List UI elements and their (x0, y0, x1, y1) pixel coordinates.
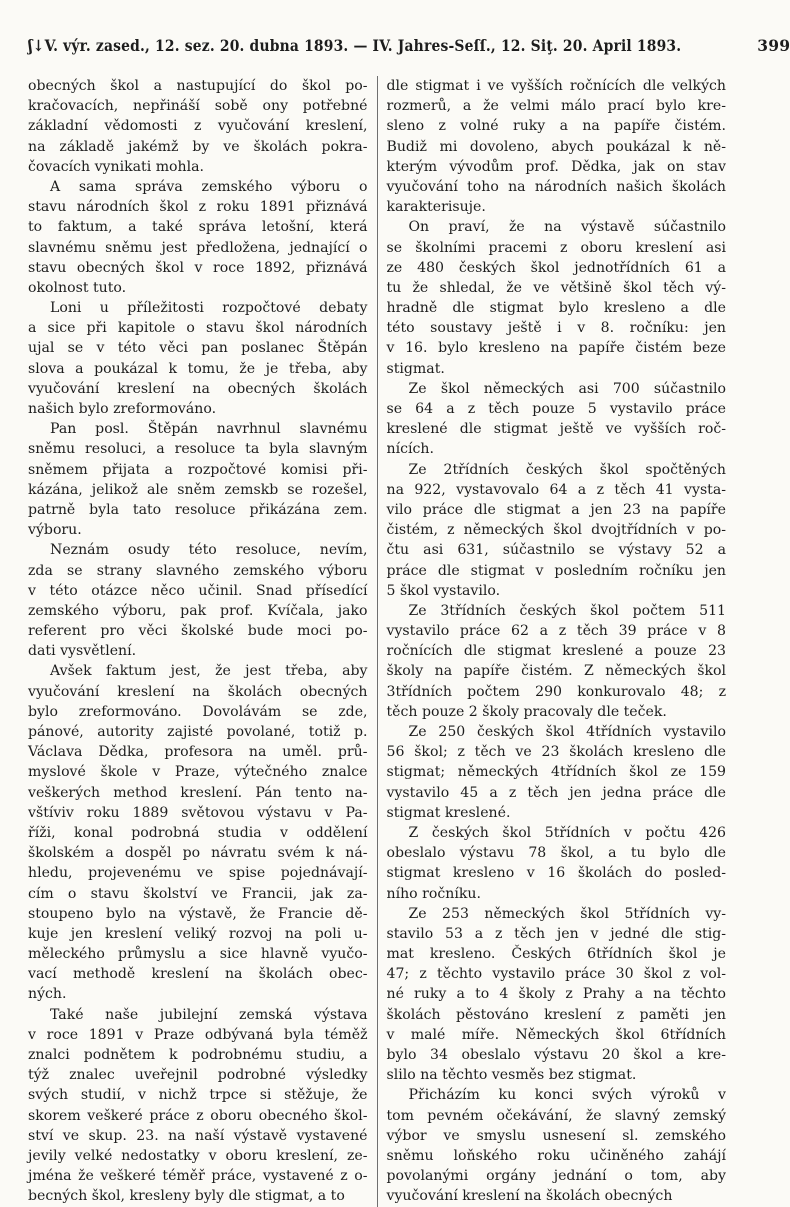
text-line: kračovacích, nepřináší sobě ony potřebné (28, 98, 368, 115)
text-line: obeslalo výstavu 78 škol, a tu bylo dle (386, 845, 727, 862)
text-line: slova a poukázal k tomu, že je třeba, aby (28, 360, 368, 377)
text-line: kuje jen kreslení veliký rozvoj na poli u- (28, 925, 368, 942)
text-line: okolnost tuto. (28, 279, 127, 296)
text-line: říži, konal podrobná studia v oddělení (28, 824, 368, 841)
text-line: 56 škol; z těch ve 23 školách kresleno dle (386, 744, 727, 761)
text-line: jevily velké nedostatky v oboru kreslení, ze- (28, 1147, 368, 1164)
text-line: Také naše jubilejní zemská výstava (50, 1006, 368, 1023)
text-line: Avšek faktum jest, že jest třeba, aby (50, 663, 368, 680)
text-line: na základě jakémž by ve školách pokra- (28, 138, 368, 155)
text-line: Ze 253 německých škol 5třídních vy- (408, 905, 727, 922)
page-number: 399 (757, 36, 790, 55)
text-line: čtu asi 631, súčastnilo se výstavy 52 a (386, 542, 727, 559)
text-line: 3třídních počtem 290 konkurovalo 48; z (386, 683, 727, 700)
text-line: hradně dle stigmat bylo kresleno a dle (386, 300, 727, 317)
text-line: svých studií, v nichž trpce si stěžuje, že (28, 1087, 368, 1104)
text-line: této soustavy ještě i v 8. ročníku: jen (386, 320, 727, 337)
two-column-body (28, 76, 726, 1207)
text-line: mat kresleno. Českých 6třídních škol je (386, 946, 727, 963)
right-column (378, 76, 727, 1207)
text-line: sněmem přijata a rozpočtové komisi při- (28, 461, 368, 478)
text-line: referent pro věci školské bude moci po- (28, 623, 368, 640)
text-line: vystavilo 45 a z těch jen jedna práce dle (386, 784, 727, 801)
text-line: dle stigmat i ve vyšších ročnících dle velkých (386, 78, 727, 94)
text-line: nících. (386, 441, 434, 458)
text-line: stavu národních škol z roku 1891 přiznává (28, 199, 368, 216)
text-line: ných. (28, 986, 67, 1003)
text-line: Neznám osudy této resoluce, nevím, (50, 542, 368, 559)
text-line: práce dle stigmat v posledním ročníku jen (386, 562, 727, 579)
text-line: školském a dospěl po návratu svém k ná- (28, 845, 368, 862)
text-line: vyučování kreslení na školách obecných (28, 683, 368, 700)
text-line: ního ročníku. (386, 885, 481, 902)
text-line: bylo 34 obeslalo výstavu 20 škol a kre- (386, 1047, 727, 1063)
text-line: povolanými orgány jednání o tom, aby (386, 1168, 727, 1185)
text-line: patrně byla tato resoluce přikázána zem. (28, 501, 368, 518)
text-line: kterým vývodům prof. Dědka, jak on stav (386, 158, 727, 175)
text-line: znalci podnětem k podrobnému studiu, a (28, 1047, 368, 1063)
text-line: né ruky a to 4 školy z Prahy a na těchto (386, 986, 727, 1003)
text-line: to faktum, a také správa letošní, která (28, 219, 368, 236)
text-line: dati vysvětlení. (28, 643, 137, 660)
text-line: kázána, jelikož ale sněm zemskb se rozešel, (28, 481, 368, 498)
text-line: tu že shledal, že ve většině škol těch vý- (386, 279, 727, 296)
text-line: Ze 250 českých škol 4třídních vystavilo (408, 724, 727, 740)
text-line: veškerých method kreslení. Pán tento na- (28, 784, 368, 801)
text-line: vyučování toho na národních našich školách (386, 178, 727, 195)
text-line: zda se strany slavného zemského výboru (28, 562, 368, 579)
text-line: základní vědomosti z vyučování kreslení, (28, 118, 368, 135)
text-line: Ze škol německých asi 700 súčastnilo (408, 380, 727, 397)
text-line: Václava Dědka, profesora na uměl. prů- (28, 744, 368, 761)
text-line: na 922, vystavovalo 64 a z těch 41 vysta- (386, 481, 727, 498)
text-line: tom pevném očekávání, že slavný zemský (386, 1107, 727, 1124)
text-line: On praví, že na výstavě súčastnilo (408, 219, 727, 236)
text-line: stigmat. (386, 360, 445, 377)
text-line: 5 škol vystavilo. (386, 582, 501, 599)
text-line: ujal se v této věci pan poslanec Štěpán (28, 340, 368, 357)
text-line: hledu, projevenému ve spise pojednávají- (28, 865, 368, 882)
text-line: sněmu loňského roku učiněného zahájí (386, 1147, 727, 1164)
text-line: a sice při kapitole o stavu škol národních (28, 320, 368, 337)
text-line: zemského výboru, pak prof. Kvíčala, jako (28, 602, 368, 619)
text-line: se 64 a z těch pouze 5 vystavilo práce (386, 401, 727, 417)
text-line: Budiž mi dovoleno, abych poukázal k ně- (386, 138, 727, 155)
text-line: karakterisuje. (386, 199, 486, 216)
text-line: Ze 2třídních českých škol spočtěných (408, 461, 727, 478)
text-line: becných škol, kresleny byly dle stigmat, a to (28, 1188, 345, 1205)
text-line: vilo práce dle stigmat a jen 23 na papíře (386, 501, 727, 518)
text-line: kreslené dle stigmat ještě ve vyšších roč- (386, 421, 727, 438)
text-line: stigmat kresleno v 16 školách do posled- (386, 865, 727, 882)
text-line: Z českých škol 5třídních v počtu 426 (408, 824, 727, 841)
text-line: školy na papíře čistém. Z německých škol (386, 663, 727, 680)
header-text: ʃ↓V. výr. zased., 12. sez. 20. dubna 1893. — IV. Jahres-Seſſ., 12. Siţ. 20. April 1893. (28, 36, 682, 55)
text-line: stavu obecných škol v roce 1892, přiznává (28, 259, 368, 276)
text-line: bylo zreformováno. Dovolávám se zde, (28, 703, 368, 720)
text-line: v této otázce něco učinil. Snad přísedící (28, 582, 368, 599)
text-line: pánové, autority zajisté povolané, totiž p. (28, 724, 368, 740)
text-line: stigmat kreslené. (386, 804, 511, 821)
text-line: vyučování kreslení na školách obecných (386, 1188, 673, 1205)
text-line: jména že veškeré téměř práce, vystavené z o- (28, 1168, 368, 1185)
text-line: Pan posl. Štěpán navrhnul slavnému (50, 421, 368, 438)
text-line: slavnému sněmu jest předložena, jednající o (28, 239, 368, 256)
text-line: čovacích vynikati mohla. (28, 158, 205, 175)
text-line: se školními pracemi z oboru kreslení asi (386, 239, 727, 256)
text-line: stavilo 53 a z těch jen v jedné dle stig- (386, 925, 727, 942)
text-line: těch pouze 2 školy pracovaly dle teček. (386, 703, 667, 720)
text-line: výbor ve smyslu usnesení sl. zemského (386, 1127, 727, 1144)
text-line: ročnících dle stigmat kreslené a pouze 23 (386, 643, 727, 660)
running-header (28, 36, 790, 64)
text-line: sleno z volné ruky a na papíře čistém. (386, 118, 727, 135)
text-line: v malé míře. Německých škol 6třídních (386, 1026, 727, 1043)
text-line: skorem veškeré práce z oboru obecného škol- (28, 1107, 368, 1124)
text-line: v 16. bylo kresleno na papíře čistém beze (386, 340, 727, 357)
text-line: Přicházím ku konci svých výroků v (408, 1087, 727, 1104)
text-line: stigmat; německých 4třídních škol ze 159 (386, 764, 727, 781)
text-line: Ze 3třídních českých škol počtem 511 (408, 602, 727, 619)
text-line: cím o stavu školství ve Francii, jak za- (28, 885, 368, 902)
text-line: myslové škole v Praze, výtečného znalce (28, 764, 368, 781)
text-line: čistém, z německých škol dvojtřídních v po- (386, 522, 727, 539)
text-line: stoupeno bylo na výstavě, že Francie dě- (28, 905, 368, 922)
text-line: vystavilo práce 62 a z těch 39 práce v 8 (386, 623, 727, 640)
text-line: sněmu resoluci, a resoluce ta byla slavným (28, 441, 368, 458)
text-line: měleckého průmyslu a sice hlavně vyučo- (28, 946, 368, 963)
text-line: v roce 1891 v Praze odbývaná byla téměž (28, 1026, 368, 1043)
text-line: ze 480 českých škol jednotřídních 61 a (386, 259, 727, 276)
text-line: vací methodě kreslení na školách obec- (28, 966, 368, 983)
text-line: Loni u příležitosti rozpočtové debaty (50, 300, 368, 317)
text-line: týž znalec uveřejnil podrobné výsledky (28, 1067, 368, 1084)
left-column (28, 76, 377, 1207)
text-line: vyučování kreslení na obecných školách (28, 380, 368, 397)
text-line: slilo na těchto vesměs bez stigmat. (386, 1067, 637, 1084)
text-line: výboru. (28, 522, 82, 539)
text-line: rozmerů, a že velmi málo prací bylo kre- (386, 98, 727, 115)
text-line: školách pěstováno kreslení z paměti jen (386, 1006, 727, 1023)
text-line: A sama správa zemského výboru o (50, 178, 368, 195)
text-line: ství ve skup. 23. na naší výstavě vystavené (28, 1127, 368, 1144)
text-line: obecných škol a nastupující do škol po- (28, 78, 368, 94)
text-line: vštíviv roku 1889 světovou výstavu v Pa- (28, 804, 368, 821)
text-line: našich bylo zreformováno. (28, 401, 217, 417)
text-line: 47; z těchto vystavilo práce 30 škol z vol- (386, 966, 727, 983)
